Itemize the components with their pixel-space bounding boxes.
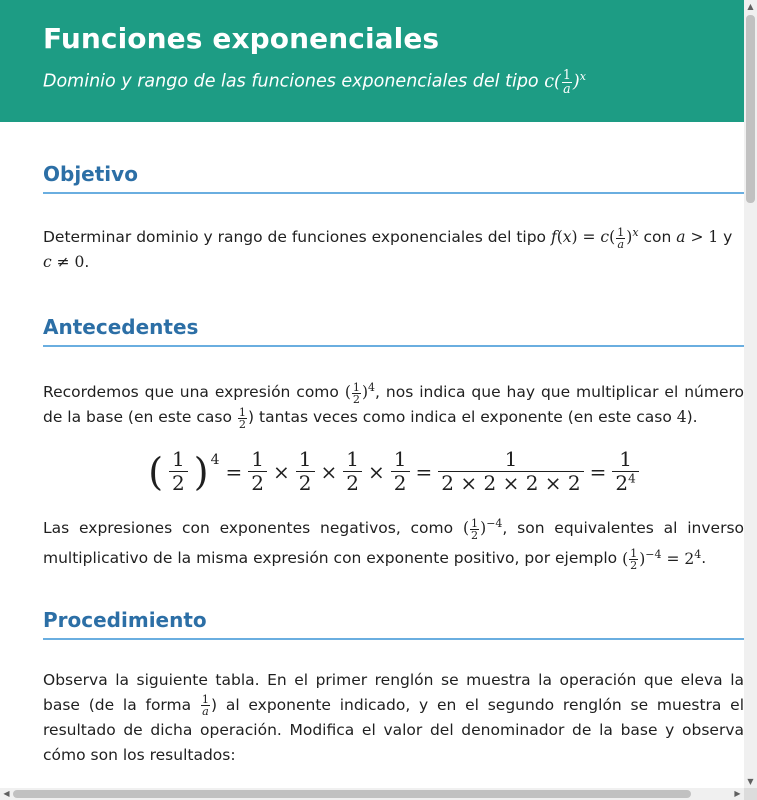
antecedentes-p2-b: , son equivalentes al inverso multiplicativo de la misma expresión con exponente positivo, por ejemplo (43, 519, 744, 568)
objetivo-text-con: con (643, 228, 672, 247)
subtitle-formula: c( $\frac{1}{a}$ )$^x$ (544, 67, 586, 96)
scroll-up-arrow-icon[interactable]: ▲ (747, 2, 754, 11)
vertical-scrollbar[interactable] (744, 0, 757, 788)
objetivo-paragraph: Determinar dominio y rango de funciones exponenciales del tipo f(x) = c( $\frac{1}{a}$ )$^x$ con a > 1 y c ≠ 0. (43, 225, 733, 272)
power-expansion-equation: ( 1 2 ) $^4$ = $\frac{1}{2}$ × $\frac{1}{2}$ × $\frac{1}{2}$ × $\frac{1}{2}$ = $\frac{1}{2 \times 2 \times 2 \times 2}$ = $\frac{1}{2^4}$ (43, 448, 744, 495)
heading-procedimiento: Procedimiento (43, 608, 744, 640)
antecedentes-p1-c: ) tantas veces como indica el exponente (en este caso (248, 408, 672, 427)
antecedentes-p1-a: Recordemos que una expresión como (43, 383, 339, 402)
horizontal-scrollbar[interactable] (0, 788, 744, 800)
heading-objetivo: Objetivo (43, 162, 744, 194)
procedimiento-paragraph: Observa la siguiente tabla. En el primer renglón se muestra la operación que eleva la base (de la forma $\frac{1}{a}$ ) al exponente indicado, y en el segundo renglón se muestra el resultado de dicha operación. Modifica el valor del denominador de la base y observa cómo son los resultados: (43, 670, 744, 764)
procedimiento-text-a: Observa la siguiente tabla. En el primer renglón se muestra la operación que eleva la base (de la forma (43, 670, 744, 714)
main-content (0, 122, 744, 768)
antecedentes-p2-a: Las expresiones con exponentes negativos, como (43, 519, 454, 538)
section-antecedentes (43, 275, 744, 571)
scroll-right-arrow-icon[interactable]: ▶ (734, 789, 741, 798)
antecedentes-paragraph-1: Recordemos que una expresión como ( $\frac{1}{2}$ )$^4$, nos indica que hay que multiplicar el número de la base (en este caso $\frac{1}{2}$ ) tantas veces como indica el exponente (en este caso 4). (43, 380, 744, 431)
page-title: Funciones exponenciales (43, 22, 440, 55)
objetivo-text-y: y (723, 228, 733, 247)
objetivo-text: Determinar dominio y rango de funciones exponenciales del tipo (43, 228, 547, 247)
section-objetivo (43, 122, 744, 275)
objetivo-text-end: . (84, 253, 90, 272)
horizontal-scroll-thumb[interactable] (13, 790, 691, 798)
subtitle-text: Dominio y rango de las funciones exponenciales del tipo (43, 71, 539, 92)
page-subtitle (43, 69, 744, 95)
antecedentes-paragraph-2: Las expresiones con exponentes negativos, como ( $\frac{1}{2}$ )$^{-4}$, son equivalentes al inverso multiplicativo de la misma expresión con exponente positivo, por ejemplo ( $\frac{1}{2}$ )$^{-4} = 2^4$. (43, 516, 744, 573)
vertical-scroll-thumb[interactable] (746, 15, 755, 203)
antecedentes-p1-b: , nos indica que hay que multiplicar el número de la base (en este caso (43, 383, 744, 427)
heading-antecedentes: Antecedentes (43, 315, 744, 347)
scroll-down-arrow-icon[interactable]: ▼ (747, 777, 754, 786)
scroll-left-arrow-icon[interactable]: ◀ (3, 789, 10, 798)
antecedentes-p2-c: . (701, 549, 707, 568)
page-header (0, 0, 744, 122)
objetivo-formula: f (550, 228, 557, 247)
antecedentes-p1-d: ). (686, 408, 698, 427)
procedimiento-text-b: ) al exponente indicado, y en el segundo renglón se muestra el resultado de dicha operación. Modifica el valor del denominador de la base y observa cómo son los resultados: (43, 695, 744, 764)
scrollbar-corner (744, 788, 757, 800)
section-procedimiento (43, 572, 744, 768)
